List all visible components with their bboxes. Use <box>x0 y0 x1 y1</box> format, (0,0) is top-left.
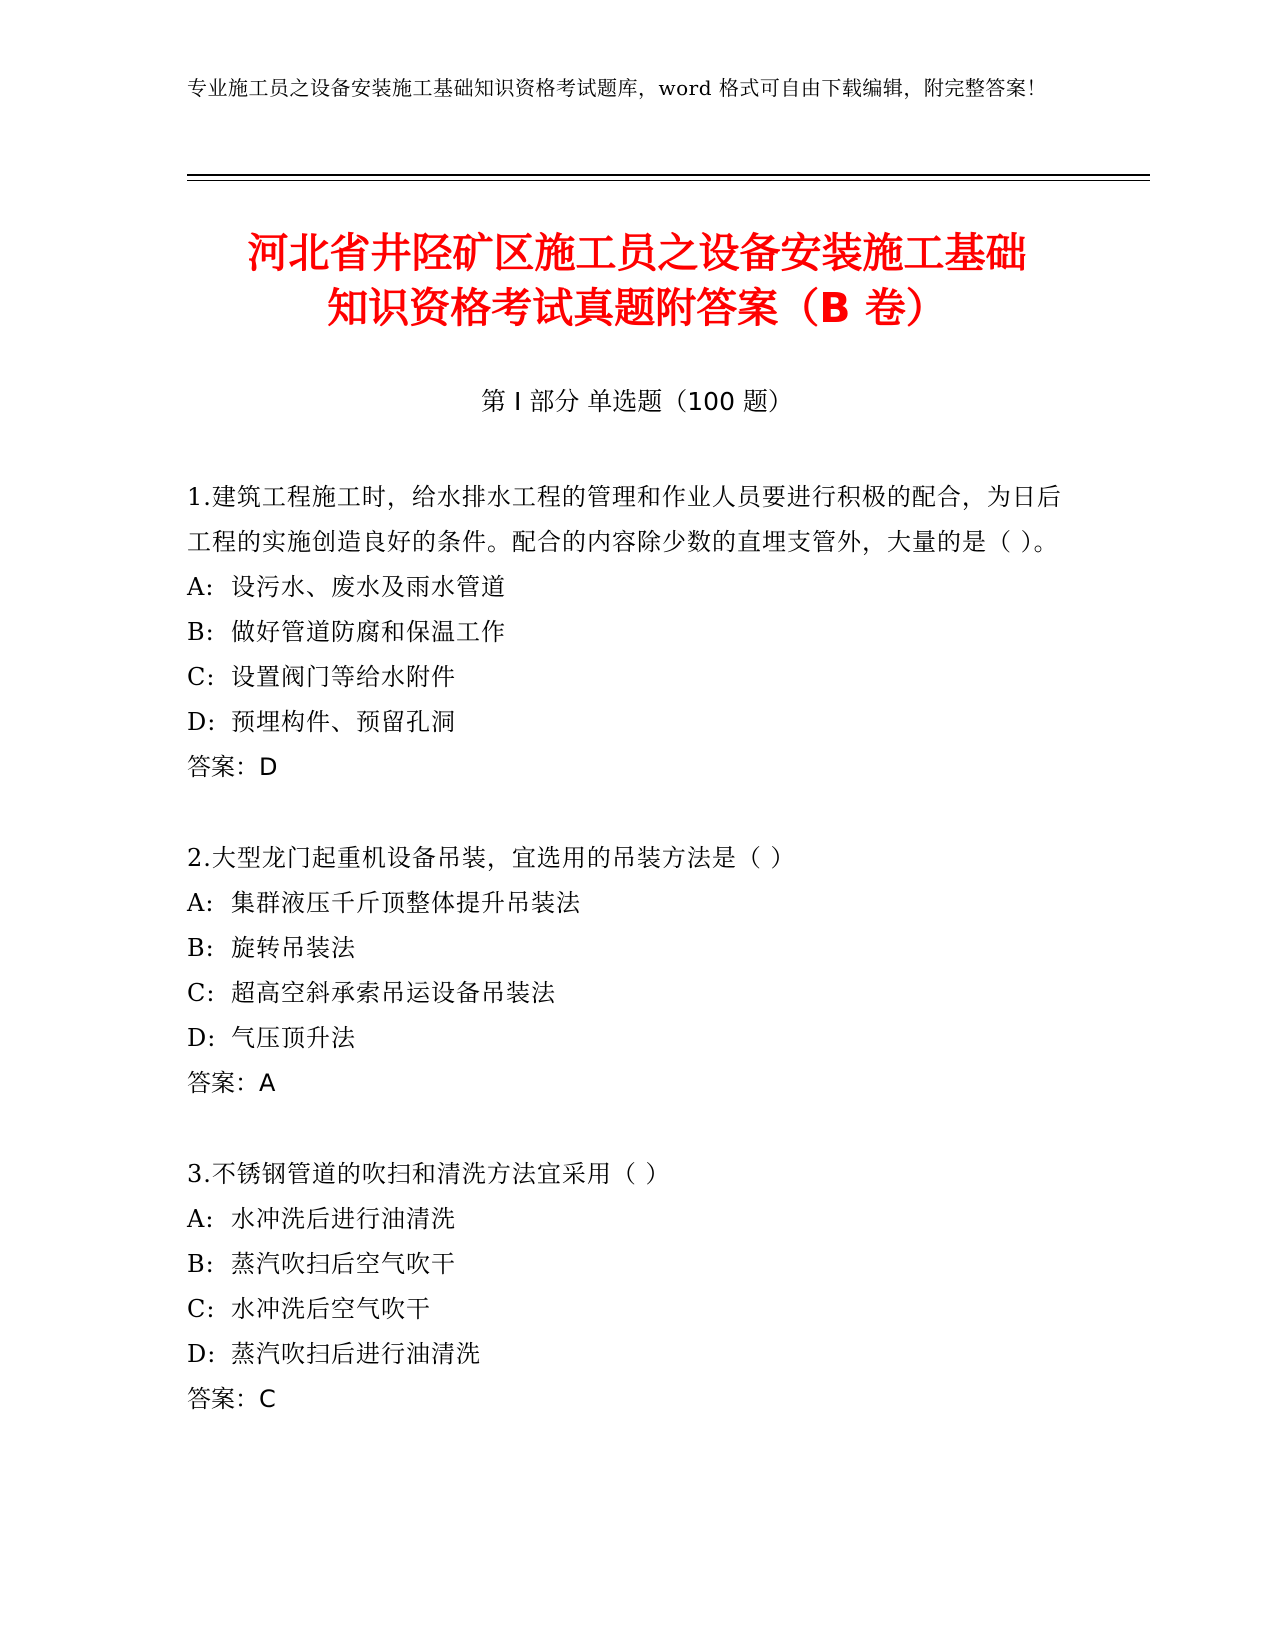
option-letter: D: <box>187 1340 217 1368</box>
option-text: 超高空斜承索吊运设备吊装法 <box>231 979 556 1007</box>
answer-line: 答案：C <box>187 1385 276 1413</box>
option-text: 旋转吊装法 <box>231 934 356 962</box>
header-rule-thick <box>187 174 1150 176</box>
option-a <box>187 1197 1067 1242</box>
option-letter: B: <box>187 934 215 962</box>
answer-line: 答案：D <box>187 753 278 781</box>
question-stem: 1.建筑工程施工时，给水排水工程的管理和作业人员要进行积极的配合，为日后工程的实施创造良好的条件。配合的内容除少数的直埋支管外，大量的是（ ）。 <box>187 483 1062 556</box>
option-d <box>187 1016 1067 1061</box>
option-d <box>187 1332 1067 1377</box>
option-letter: C: <box>187 663 216 691</box>
option-a <box>187 565 1067 610</box>
option-letter: D: <box>187 1024 217 1052</box>
header-rule-thin <box>187 180 1150 181</box>
option-letter: B: <box>187 1250 215 1278</box>
option-text: 蒸汽吹扫后进行油清洗 <box>231 1340 481 1368</box>
question-list <box>187 475 1067 1468</box>
question-stem: 3.不锈钢管道的吹扫和清洗方法宜采用（ ） <box>187 1160 671 1188</box>
option-text: 设污水、废水及雨水管道 <box>231 573 506 601</box>
option-text: 水冲洗后进行油清洗 <box>231 1205 456 1233</box>
document-title-line-2: 知识资格考试真题附答案（B 卷） <box>327 284 947 332</box>
option-letter: A: <box>187 573 215 601</box>
option-letter: A: <box>187 889 215 917</box>
answer-line: 答案：A <box>187 1069 276 1097</box>
document-title <box>187 226 1087 336</box>
option-text: 设置阀门等给水附件 <box>231 663 456 691</box>
option-text: 蒸汽吹扫后空气吹干 <box>231 1250 456 1278</box>
question-2 <box>187 836 1067 1106</box>
option-letter: C: <box>187 979 216 1007</box>
option-b <box>187 926 1067 971</box>
option-a <box>187 881 1067 926</box>
question-stem: 2.大型龙门起重机设备吊装，宜选用的吊装方法是（ ） <box>187 844 796 872</box>
option-text: 水冲洗后空气吹干 <box>231 1295 431 1323</box>
option-text: 气压顶升法 <box>231 1024 356 1052</box>
option-letter: B: <box>187 618 215 646</box>
option-d <box>187 700 1067 745</box>
option-c <box>187 655 1067 700</box>
option-text: 做好管道防腐和保温工作 <box>231 618 506 646</box>
option-letter: D: <box>187 708 217 736</box>
question-3 <box>187 1152 1067 1422</box>
option-letter: A: <box>187 1205 215 1233</box>
option-text: 预埋构件、预留孔洞 <box>231 708 456 736</box>
option-b <box>187 1242 1067 1287</box>
document-title-line-1: 河北省井陉矿区施工员之设备安装施工基础 <box>247 229 1027 277</box>
option-letter: C: <box>187 1295 216 1323</box>
question-1 <box>187 475 1067 790</box>
header-note: 专业施工员之设备安装施工基础知识资格考试题库，word 格式可自由下载编辑，附完整答案！ <box>187 76 1047 100</box>
option-c <box>187 971 1067 1016</box>
option-text: 集群液压千斤顶整体提升吊装法 <box>231 889 581 917</box>
section-title: 第 I 部分 单选题（100 题） <box>481 387 793 416</box>
option-c <box>187 1287 1067 1332</box>
option-b <box>187 610 1067 655</box>
